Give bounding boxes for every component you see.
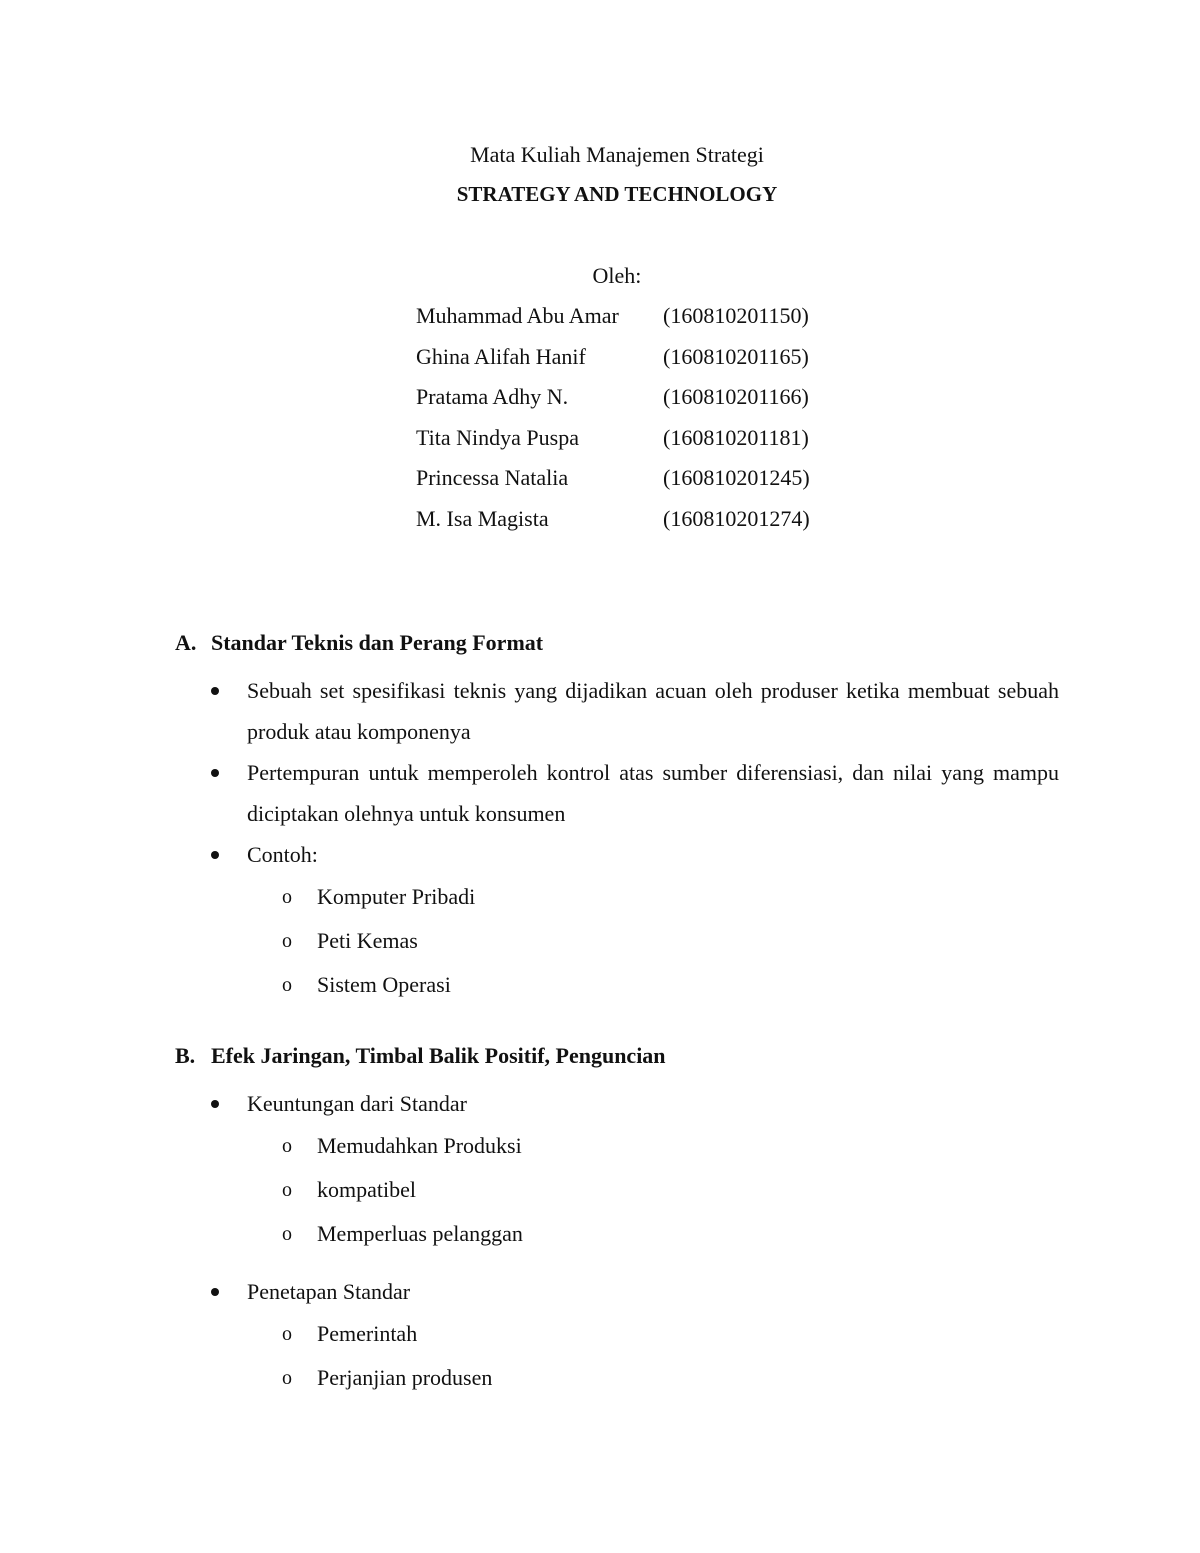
author-row (416, 506, 916, 547)
circle-bullet-icon: o (282, 1323, 292, 1345)
circle-bullet-icon: o (282, 1223, 292, 1245)
sub-list-item-text: kompatibel (317, 1177, 416, 1202)
sub-list-item (175, 1356, 1059, 1400)
list-item-text: Sebuah set spesifikasi teknis yang dijadikan acuan oleh produser ketika membuat sebuah produk atau komponenya (247, 678, 1059, 744)
course-title: Mata Kuliah Manajemen Strategi (470, 142, 764, 167)
section-a (175, 630, 1059, 1007)
section-title: Efek Jaringan, Timbal Balik Positif, Penguncian (211, 1043, 666, 1068)
sub-list-item-text: Memudahkan Produksi (317, 1133, 522, 1158)
author-id: (160810201150) (663, 303, 809, 328)
section-b-heading (175, 1043, 1059, 1083)
list-item-text: Penetapan Standar (247, 1279, 411, 1304)
author-name: Muhammad Abu Amar (416, 303, 619, 328)
document-title: STRATEGY AND TECHNOLOGY (456, 182, 778, 206)
bullet-icon (211, 851, 219, 859)
author-id: (160810201181) (663, 424, 809, 450)
sub-list-item (175, 1312, 1059, 1356)
bullet-icon (211, 769, 219, 777)
list-item (175, 752, 1059, 834)
section-a-heading (175, 630, 1059, 670)
sub-list-item (175, 963, 1059, 1007)
author-id: (160810201166) (663, 384, 809, 409)
by-label: Oleh: (592, 263, 642, 288)
circle-bullet-icon: o (282, 930, 292, 952)
circle-bullet-icon: o (282, 1179, 292, 1201)
author-row (416, 384, 916, 425)
sub-list-item-text: Komputer Pribadi (317, 884, 476, 909)
circle-bullet-icon: o (282, 1367, 292, 1389)
list-item-text: Contoh: (247, 842, 318, 867)
author-id: (160810201245) (663, 465, 810, 490)
author-row (416, 465, 916, 506)
author-id: (160810201165) (663, 343, 809, 369)
sub-list-item (175, 1124, 1059, 1168)
sub-list-item (175, 1212, 1059, 1256)
list-item (175, 1271, 1059, 1312)
section-letter: B. (175, 1043, 196, 1068)
sub-list-item-text: Sistem Operasi (317, 972, 451, 997)
sub-list-item-text: Peti Kemas (317, 928, 418, 953)
author-name: Princessa Natalia (416, 465, 569, 490)
sub-list-item (175, 875, 1059, 919)
circle-bullet-icon: o (282, 886, 292, 908)
circle-bullet-icon: o (282, 1135, 292, 1157)
bullet-icon (211, 1100, 219, 1108)
author-name: M. Isa Magista (416, 505, 549, 531)
sub-list-item-text: Pemerintah (317, 1321, 418, 1346)
sub-list-item (175, 1168, 1059, 1212)
section-letter: A. (175, 630, 197, 655)
list-item (175, 1083, 1059, 1124)
bullet-icon (211, 687, 219, 695)
list-item-text: Pertempuran untuk memperoleh kontrol atas sumber diferensiasi, dan nilai yang mampu diciptakan olehnya untuk konsumen (247, 760, 1059, 826)
sub-list-item-text: Perjanjian produsen (317, 1365, 493, 1390)
section-b (175, 1043, 1059, 1400)
bullet-icon (211, 1288, 219, 1296)
author-id: (160810201274) (663, 505, 810, 531)
circle-bullet-icon: o (282, 974, 292, 996)
sub-list-item (175, 919, 1059, 963)
list-item-text: Keuntungan dari Standar (247, 1091, 467, 1116)
sub-list-item-text: Memperluas pelanggan (317, 1221, 523, 1246)
author-list (416, 303, 916, 546)
author-row (416, 303, 916, 344)
author-name: Pratama Adhy N. (416, 384, 569, 409)
author-name: Ghina Alifah Hanif (416, 343, 586, 369)
author-row (416, 344, 916, 385)
author-row (416, 425, 916, 466)
author-name: Tita Nindya Puspa (416, 424, 579, 450)
list-item (175, 670, 1059, 752)
section-title: Standar Teknis dan Perang Format (211, 630, 544, 655)
list-item (175, 834, 1059, 875)
